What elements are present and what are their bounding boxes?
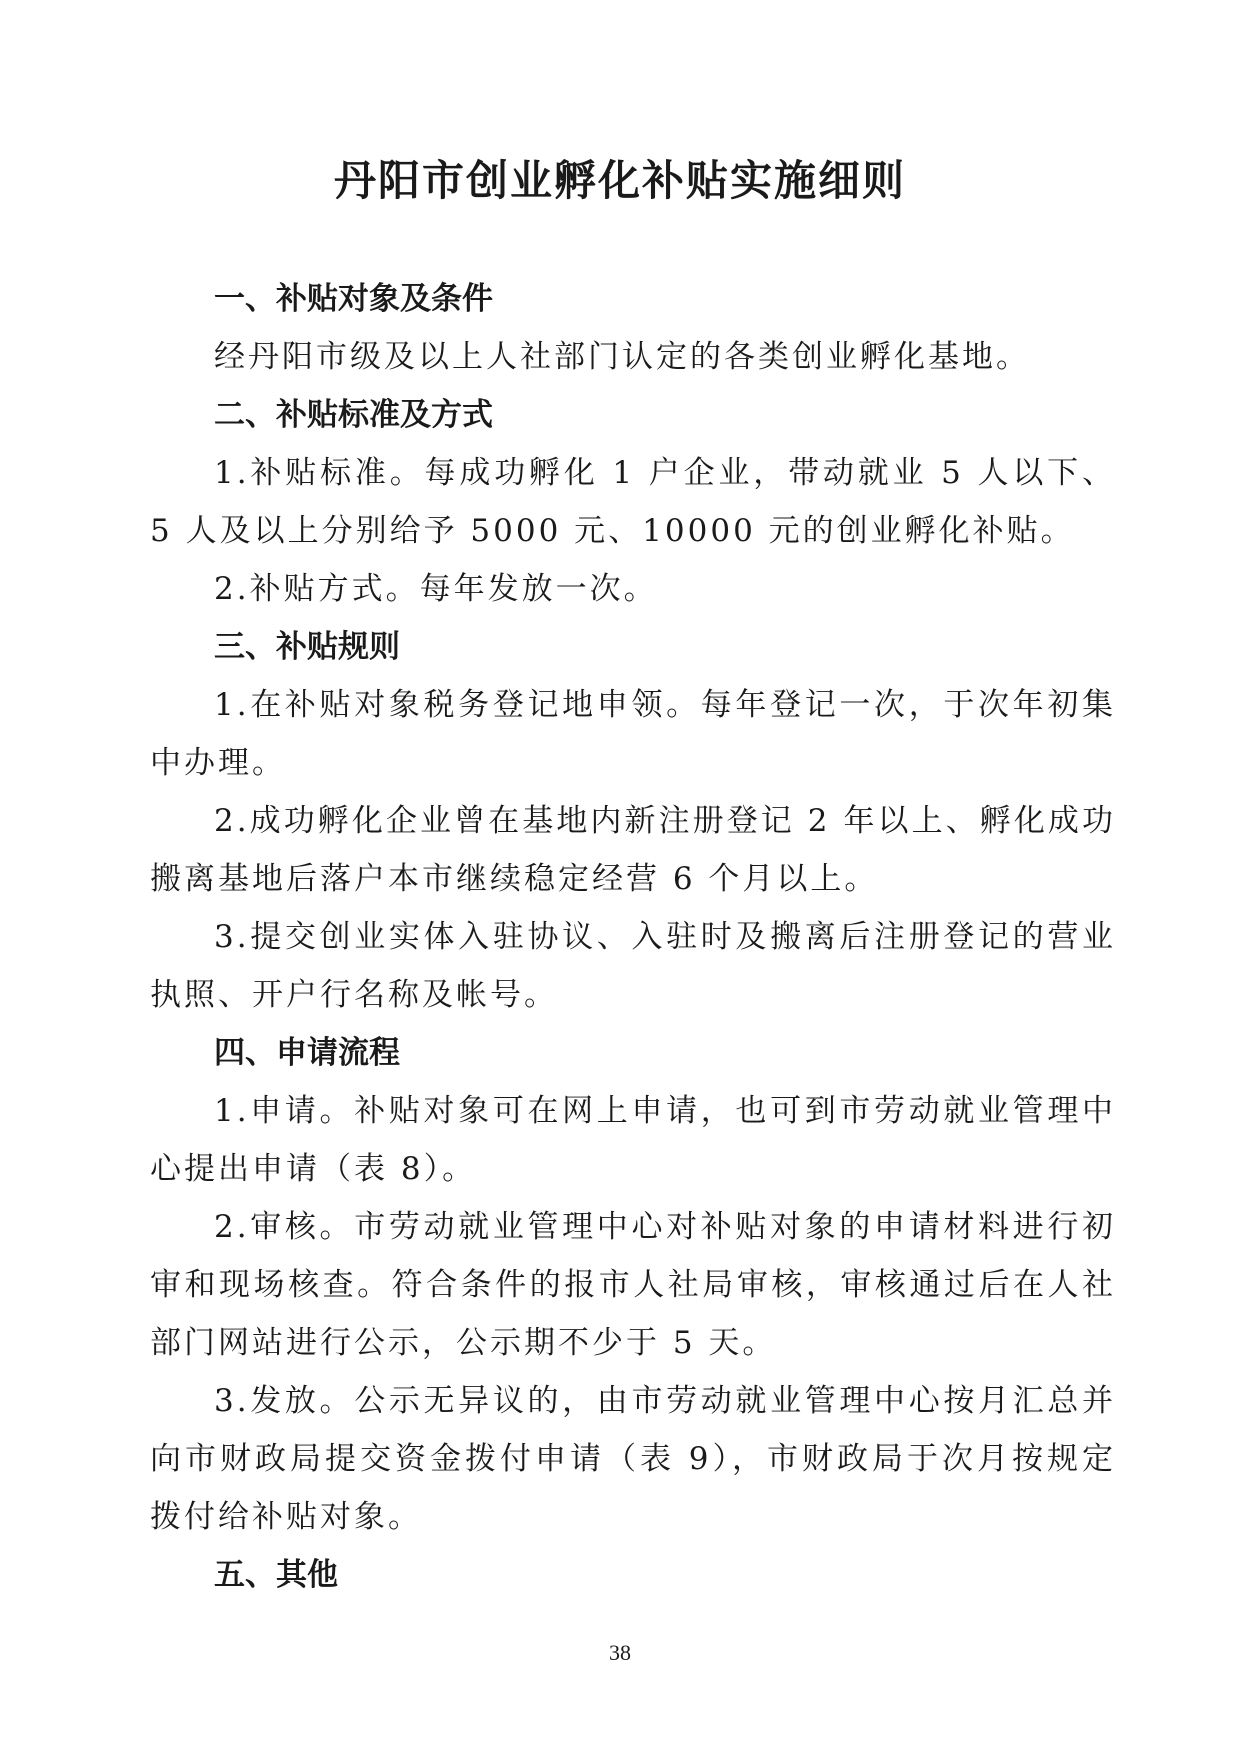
paragraph: 2.成功孵化企业曾在基地内新注册登记 2 年以上、孵化成功搬离基地后落户本市继续稳定经营 6 个月以上。	[150, 803, 1116, 897]
page-title: 丹阳市创业孵化补贴实施细则	[333, 156, 906, 205]
paragraph: 1.申请。补贴对象可在网上申请，也可到市劳动就业管理中心提出申请（表 8）。	[150, 1093, 1116, 1187]
paragraph: 2.补贴方式。每年发放一次。	[214, 571, 658, 607]
paragraph: 2.审核。市劳动就业管理中心对补贴对象的申请材料进行初审和现场核查。符合条件的报市人社局审核，审核通过后在人社部门网站进行公示，公示期不少于 5 天。	[150, 1209, 1116, 1361]
section-standards	[150, 386, 1116, 618]
paragraph: 3.发放。公示无异议的，由市劳动就业管理中心按月汇总并向市财政局提交资金拨付申请（表 9），市财政局于次月按规定拨付给补贴对象。	[150, 1383, 1116, 1535]
document-body	[150, 270, 1116, 1604]
section-rules	[150, 618, 1116, 1024]
section-heading: 三、补贴规则	[214, 629, 400, 665]
section-process	[150, 1024, 1116, 1546]
section-eligibility	[150, 270, 1116, 386]
section-heading: 四、申请流程	[214, 1035, 400, 1071]
paragraph: 1.在补贴对象税务登记地申领。每年登记一次，于次年初集中办理。	[150, 687, 1116, 781]
section-heading: 五、其他	[214, 1557, 338, 1593]
section-heading: 二、补贴标准及方式	[214, 397, 493, 433]
paragraph: 3.提交创业实体入驻协议、入驻时及搬离后注册登记的营业执照、开户行名称及帐号。	[150, 919, 1116, 1013]
page-number: 38	[609, 1640, 631, 1665]
paragraph: 经丹阳市级及以上人社部门认定的各类创业孵化基地。	[214, 339, 1030, 375]
paragraph: 1.补贴标准。每成功孵化 1 户企业，带动就业 5 人以下、5 人及以上分别给予 5000 元、10000 元的创业孵化补贴。	[150, 455, 1116, 549]
section-other	[150, 1546, 1116, 1604]
section-heading: 一、补贴对象及条件	[214, 281, 493, 317]
